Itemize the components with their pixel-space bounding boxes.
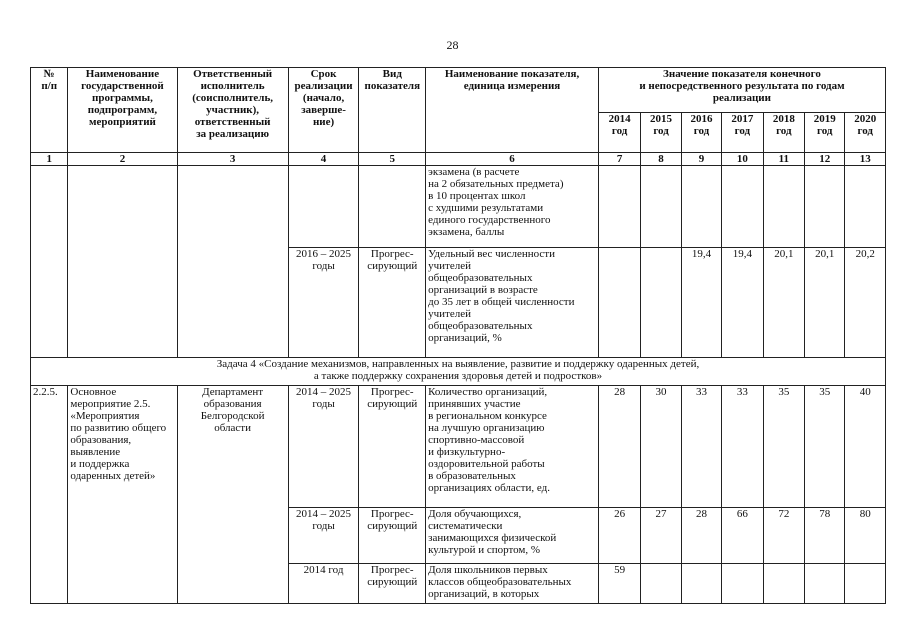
header-year: 2019 год bbox=[805, 113, 845, 153]
empty-cell bbox=[359, 166, 426, 248]
indicator-name-cell: экзамена (в расчете на 2 обязательных предмета) в 10 процентах школ с худшими результатами единого государственного экзамена, баллы bbox=[426, 166, 599, 248]
indicator-type-cell: Прогрес- сирующий bbox=[359, 386, 426, 508]
value-cell: 33 bbox=[681, 386, 721, 508]
empty-cell bbox=[177, 166, 288, 358]
task-row bbox=[31, 358, 886, 386]
header-year: 2014 год bbox=[598, 113, 640, 153]
indicator-name-cell: Количество организаций, принявших участие в региональном конкурсе на лучшую организацию спортивно-массовой и физкультурно- оздоровительной работы в образовательных организациях области, ед. bbox=[426, 386, 599, 508]
value-cell: 78 bbox=[805, 508, 845, 564]
column-number: 11 bbox=[763, 153, 804, 166]
period-cell: 2014 – 2025 годы bbox=[288, 386, 359, 508]
value-cell bbox=[845, 564, 886, 604]
value-cell: 28 bbox=[598, 386, 640, 508]
indicators-table bbox=[30, 67, 886, 604]
indicator-name-cell: Доля обучающихся, систематически занимающихся физической культурой и спортом, % bbox=[426, 508, 599, 564]
indicator-name-cell: Доля школьников первых классов общеобразовательных организаций, в которых bbox=[426, 564, 599, 604]
row-number-cell: 2.2.5. bbox=[31, 386, 68, 604]
page-number: 28 bbox=[446, 38, 459, 52]
header-year: 2016 год bbox=[681, 113, 721, 153]
value-cell: 33 bbox=[722, 386, 763, 508]
column-number: 3 bbox=[177, 153, 288, 166]
header-period: Срок реализации (начало, заверше- ние) bbox=[288, 68, 359, 153]
value-cell bbox=[722, 564, 763, 604]
column-number: 5 bbox=[359, 153, 426, 166]
value-cell bbox=[805, 564, 845, 604]
indicator-type-cell: Прогрес- сирующий bbox=[359, 248, 426, 358]
column-number: 8 bbox=[641, 153, 681, 166]
column-number: 2 bbox=[68, 153, 177, 166]
header-program-name: Наименование государственной программы, подпрограмм, мероприятий bbox=[68, 68, 177, 153]
value-cell: 59 bbox=[598, 564, 640, 604]
value-cell: 19,4 bbox=[722, 248, 763, 358]
header-indicator-type: Вид показателя bbox=[359, 68, 426, 153]
indicator-name-cell: Удельный вес численности учителей общеобразовательных организаций в возрасте до 35 лет в общей численности учителей общеобразовательных организаций, % bbox=[426, 248, 599, 358]
empty-cell bbox=[31, 166, 68, 358]
empty-cell bbox=[288, 166, 359, 248]
header-year: 2020 год bbox=[845, 113, 886, 153]
indicator-type-cell: Прогрес- сирующий bbox=[359, 508, 426, 564]
value-cell: 26 bbox=[598, 508, 640, 564]
value-cell: 19,4 bbox=[681, 248, 721, 358]
value-cell: 40 bbox=[845, 386, 886, 508]
value-cell: 35 bbox=[763, 386, 804, 508]
value-cell: 20,1 bbox=[805, 248, 845, 358]
column-number: 10 bbox=[722, 153, 763, 166]
column-number: 1 bbox=[31, 153, 68, 166]
value-cell bbox=[763, 564, 804, 604]
header-year: 2015 год bbox=[641, 113, 681, 153]
executor-cell: Департамент образования Белгородской области bbox=[177, 386, 288, 604]
period-cell: 2016 – 2025 годы bbox=[288, 248, 359, 358]
column-number: 12 bbox=[805, 153, 845, 166]
column-number: 4 bbox=[288, 153, 359, 166]
value-cell: 30 bbox=[641, 386, 681, 508]
header-row bbox=[31, 68, 886, 113]
value-cell: 35 bbox=[805, 386, 845, 508]
period-cell: 2014 год bbox=[288, 564, 359, 604]
task-heading: Задача 4 «Создание механизмов, направленных на выявление, развитие и поддержку одаренных детей, а также поддержку сохранения здоровья детей и подростков» bbox=[31, 358, 886, 386]
column-numbers-row bbox=[31, 153, 886, 166]
table-row bbox=[31, 386, 886, 508]
value-cell: 80 bbox=[845, 508, 886, 564]
value-cell bbox=[641, 248, 681, 358]
table-row bbox=[31, 166, 886, 248]
column-number: 6 bbox=[426, 153, 599, 166]
header-num: № п/п bbox=[31, 68, 68, 153]
column-number: 13 bbox=[845, 153, 886, 166]
indicator-type-cell: Прогрес- сирующий bbox=[359, 564, 426, 604]
value-cell: 66 bbox=[722, 508, 763, 564]
value-cell: 20,2 bbox=[845, 248, 886, 358]
value-cell bbox=[641, 564, 681, 604]
header-year: 2017 год bbox=[722, 113, 763, 153]
value-cell: 20,1 bbox=[763, 248, 804, 358]
period-cell: 2014 – 2025 годы bbox=[288, 508, 359, 564]
header-values-group: Значение показателя конечного и непосредственного результата по годам реализации bbox=[598, 68, 885, 113]
header-indicator-name: Наименование показателя, единица измерения bbox=[426, 68, 599, 153]
value-cell bbox=[681, 564, 721, 604]
activity-name-cell: Основное мероприятие 2.5. «Мероприятия по развитию общего образования, выявление и поддержка одаренных детей» bbox=[68, 386, 177, 604]
value-cell: 27 bbox=[641, 508, 681, 564]
column-number: 9 bbox=[681, 153, 721, 166]
empty-cell bbox=[68, 166, 177, 358]
header-executor: Ответственный исполнитель (соисполнитель, участник), ответственный за реализацию bbox=[177, 68, 288, 153]
column-number: 7 bbox=[598, 153, 640, 166]
value-cell bbox=[598, 248, 640, 358]
header-year: 2018 год bbox=[763, 113, 804, 153]
value-cell: 28 bbox=[681, 508, 721, 564]
value-cell: 72 bbox=[763, 508, 804, 564]
